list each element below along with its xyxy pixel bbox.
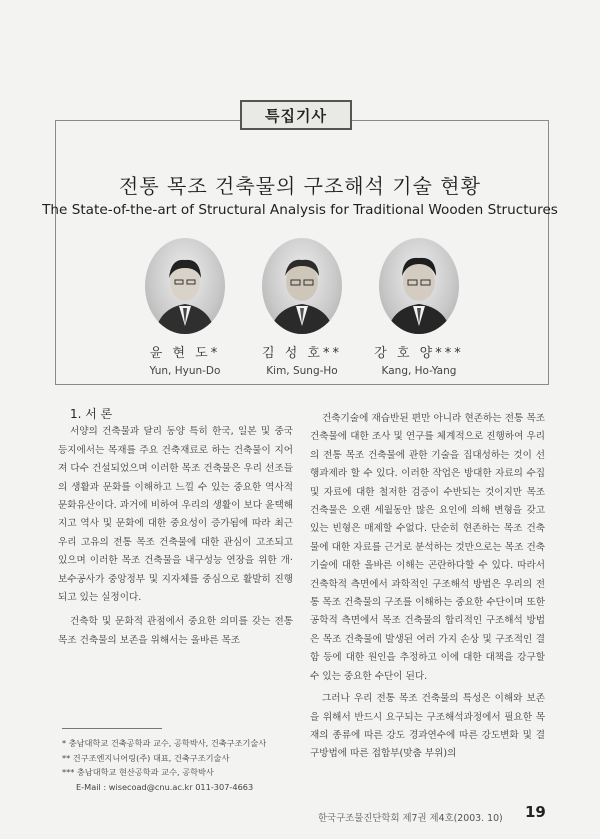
footnotes — [62, 736, 292, 794]
section-heading: 1. 서 론 — [70, 407, 113, 421]
author-name-english: Kang, Ho-Yang — [381, 365, 457, 377]
paragraph: 건축기술에 재습반된 편만 아니라 현존하는 전통 목조 건축물에 대한 조사 및 연구를 체계적으로 진행하여 우리의 전통 목조 건축물에 관한 기술을 집대성하는 것이 선행과제라 할 수 있다. 이러한 작업은 방대한 자료의 수집 및 자료에 대한 철저한 검증이 수반되는 것이지만 목조 건축물은 오랜 세월동안 많은 요인에 의해 변형을 갖고 있는 빈형은 매제할 수없다. 단순히 현존하는 목조 건축물에 대한 자료를 근거로 분석하는 것만으로는 목조 건축기술에 대한 올바른 이해는 곤란하다할 수 있다. 따라서 건축학적 측면에서 과학적인 구조해석 방법은 우리의 전통 목조 건축물의 구조를 이해하는 중요한 수단이며 또한 공학적 측면에서 목조 건축물의 합리적인 구조해석 방법은 목조 건축물에 발생된 여러 가지 손상 및 구조적인 결함 등에 대한 원인을 추정하고 이에 대한 대책을 강구할 수 있는 중요한 수단이 된다. — [310, 413, 545, 682]
author-name-korean: 김 성 호** — [262, 346, 342, 361]
author-name-english: Yun, Hyun-Do — [149, 365, 221, 377]
paragraph: 서양의 건축물과 달리 동양 특히 한국, 일본 및 중국 등지에서는 목재를 주요 건축재료로 하는 건축물이 지어져 다수 건설되었으며 이러한 목조 건축물은 우리 선조들의 생활과 문화를 이해하고 느낄 수 있는 중요한 역사적 문화유산이다. 과거에 비하여 우리의 생활이 보다 윤택해지고 역사 및 문화에 대한 중요성이 증가됨에 따라 최근 우리 고유의 전통 목조 건축물에 대한 관심이 고조되고 있으며 이러한 목조 건축물을 내구성능 연장을 위한 개·보수공사가 중앙정부 및 지자체를 중심으로 활발히 진행되고 있는 실정이다. — [58, 426, 293, 604]
author-3 — [369, 238, 469, 377]
title-english: The State-of-the-art of Structural Analysis for Traditional Wooden Structures — [42, 202, 558, 218]
footnote-divider — [62, 728, 162, 729]
author-name-english: Kim, Sung-Ho — [266, 365, 338, 377]
author-photo — [262, 238, 342, 334]
author-name-korean: 강 호 양*** — [374, 346, 464, 361]
author-1 — [135, 238, 235, 377]
footnote: *** 충남대학교 현산공학과 교수, 공학박사 — [62, 767, 214, 777]
footnote: ** 건구조엔지니어링(주) 대표, 건축구조기술사 — [62, 752, 230, 763]
page-number: 19 — [525, 803, 546, 821]
footnote-contact: E-Mail : wisecoad@cnu.ac.kr 011-307-4663 — [76, 781, 254, 792]
author-2 — [252, 238, 352, 377]
paragraph: 그러나 우리 전통 목조 건축물의 특성은 이해와 보존을 위해서 반드시 요구되는 구조해석과정에서 필요한 목재의 종류에 따른 강도 경과연수에 따른 강도변화 및 결구방법에 따른 접합부(맞춤 부위)의 — [310, 693, 545, 760]
right-column — [310, 410, 545, 764]
title-korean: 전통 목조 건축물의 구조해석 기술 현황 — [119, 174, 481, 198]
footnote: * 충남대학교 건축공학과 교수, 공학박사, 건축구조기술사 — [62, 738, 267, 748]
author-photo — [145, 238, 225, 334]
section-badge: 특집기사 — [240, 100, 352, 130]
left-column — [58, 405, 293, 650]
author-photo — [379, 238, 459, 334]
journal-footer: 한국구조물진단학회 제7권 제4호(2003. 10) — [318, 813, 503, 824]
author-name-korean: 윤 현 도* — [149, 346, 221, 361]
paragraph: 건축학 및 문화적 관점에서 중요한 의미를 갖는 전통 목조 건축물의 보존을 위해서는 올바른 목조 — [58, 616, 293, 646]
